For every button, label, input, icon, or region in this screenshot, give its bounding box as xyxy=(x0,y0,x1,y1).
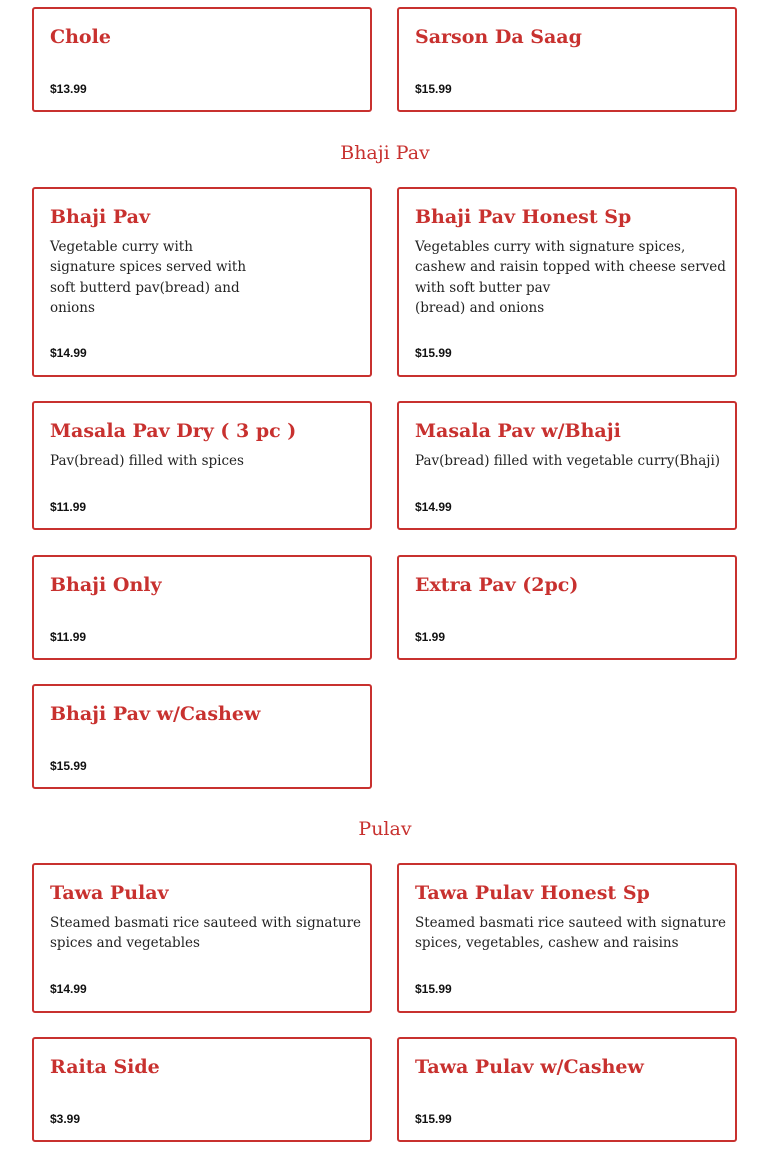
item-price: $11.99 xyxy=(50,500,87,514)
item-price: $15.99 xyxy=(50,759,87,773)
item-name: Chole xyxy=(50,26,111,48)
item-price: $3.99 xyxy=(50,1112,81,1126)
item-price: $13.99 xyxy=(50,82,87,96)
menu-item-card-chole[interactable] xyxy=(32,7,372,112)
menu-item-card-bhaji-pav-honest-sp[interactable] xyxy=(397,187,737,377)
menu-item-card-sarson-da-saag[interactable] xyxy=(397,7,737,112)
description-line: Steamed basmati rice sauteed with signature xyxy=(50,915,362,931)
menu-item-card-tawa-pulav[interactable] xyxy=(32,863,372,1013)
description-line: Vegetable curry with xyxy=(50,239,193,255)
item-description xyxy=(415,451,720,471)
item-name: Tawa Pulav w/Cashew xyxy=(415,1056,644,1078)
menu-item-card-tawa-pulav-w-cashew[interactable] xyxy=(397,1037,737,1142)
description-line: soft butterd pav(bread) and xyxy=(50,279,240,296)
item-price: $15.99 xyxy=(415,346,452,360)
item-name: Masala Pav Dry ( 3 pc ) xyxy=(50,420,297,442)
item-price: $15.99 xyxy=(415,82,452,96)
description-line: spices, vegetables, cashew and raisins xyxy=(415,935,679,952)
description-line: with soft butter pav xyxy=(415,279,551,296)
menu-item-card-bhaji-only[interactable] xyxy=(32,555,372,660)
item-description xyxy=(415,237,726,318)
item-name: Bhaji Only xyxy=(50,574,162,596)
section-title-pulav: Pulav xyxy=(358,818,412,840)
menu-item-card-bhaji-pav[interactable] xyxy=(32,187,372,377)
item-price: $14.99 xyxy=(50,982,87,996)
menu-item-card-extra-pav[interactable] xyxy=(397,555,737,660)
menu-item-card-bhaji-pav-w-cashew[interactable] xyxy=(32,684,372,789)
description-line: (bread) and onions xyxy=(415,299,545,316)
description-line: Vegetables curry with signature spices, xyxy=(415,239,686,255)
menu-item-card-tawa-pulav-honest-sp[interactable] xyxy=(397,863,737,1013)
item-price: $11.99 xyxy=(50,630,87,644)
item-name: Raita Side xyxy=(50,1056,160,1078)
item-price: $1.99 xyxy=(415,630,446,644)
item-description xyxy=(415,913,726,954)
item-price: $14.99 xyxy=(415,500,452,514)
item-price: $15.99 xyxy=(415,1112,452,1126)
description-line: Pav(bread) filled with vegetable curry(Bhaji) xyxy=(415,453,721,469)
description-line: spices and vegetables xyxy=(50,935,200,952)
item-name: Tawa Pulav xyxy=(50,882,169,904)
item-name: Bhaji Pav xyxy=(50,206,151,228)
item-price: $15.99 xyxy=(415,982,452,996)
description-line: Steamed basmati rice sauteed with signature xyxy=(415,915,727,931)
description-line: Pav(bread) filled with spices xyxy=(50,453,244,469)
item-name: Bhaji Pav w/Cashew xyxy=(50,703,261,725)
description-line: onions xyxy=(50,299,95,316)
item-name: Tawa Pulav Honest Sp xyxy=(415,882,650,904)
item-price: $14.99 xyxy=(50,346,87,360)
item-name: Sarson Da Saag xyxy=(415,26,582,48)
description-line: signature spices served with xyxy=(50,259,247,276)
item-description xyxy=(50,913,361,954)
section-title-bhaji-pav: Bhaji Pav xyxy=(340,142,430,164)
item-name: Extra Pav (2pc) xyxy=(415,574,579,596)
description-line: cashew and raisin topped with cheese served xyxy=(415,259,726,276)
item-description xyxy=(50,451,244,471)
menu-item-card-masala-pav-w-bhaji[interactable] xyxy=(397,401,737,530)
item-description xyxy=(50,237,246,318)
menu-item-card-masala-pav-dry[interactable] xyxy=(32,401,372,530)
item-name: Bhaji Pav Honest Sp xyxy=(415,206,632,228)
menu-item-card-raita-side[interactable] xyxy=(32,1037,372,1142)
item-name: Masala Pav w/Bhaji xyxy=(415,420,621,442)
